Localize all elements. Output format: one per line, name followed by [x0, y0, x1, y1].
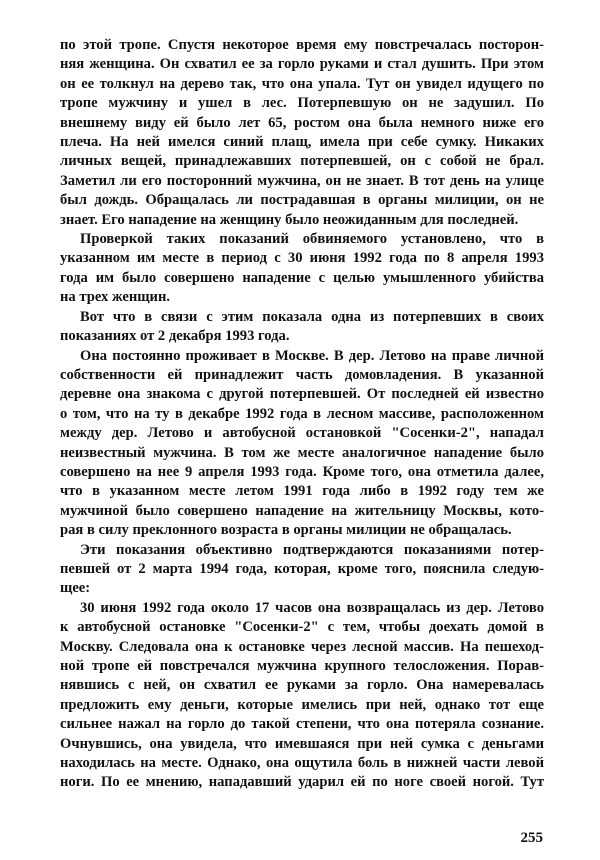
text-line: личных вещей, принадлежавших потерпевшей, он с собой не брал. [60, 153, 544, 170]
text-line: сильнее нажал на горло до такой степени, что она потеряла сознание. [60, 716, 544, 733]
text-line: тропе мужчину и ушел в лес. Потерпевшую он не задушил. По [60, 95, 544, 112]
text-line: совершено на нее 9 апреля 1993 года. Кроме того, она отметила далее, [60, 463, 544, 480]
paragraph [60, 541, 544, 599]
paragraph [60, 230, 544, 308]
text-line: плеча. На ней имелся синий плащ, имела при себе сумку. Никаких [60, 134, 544, 151]
text-line: деревне она знакома с другой потерпевшей. От последней ей известно [60, 386, 544, 403]
text-line: между дер. Летово и автобусной остановкой "Сосенки-2", нападал [60, 425, 544, 442]
text-line: щее: [60, 580, 91, 597]
text-line: на трех женщин. [60, 289, 171, 306]
text-line: он ее толкнул на дерево так, что она упала. Тут он увидел идущего по [60, 75, 544, 92]
page-number: 255 [520, 830, 543, 846]
paragraph [60, 36, 544, 230]
text-line: Заметил ли его посторонний мужчина, он не знает. В тот день на улице [60, 172, 544, 189]
text-line: Очнувшись, она увидела, что имевшаяся при ней сумка с деньгами [60, 735, 544, 752]
text-line: 30 июня 1992 года около 17 часов она возвращалась из дер. Летово [80, 599, 544, 616]
text-line: что в указанном месте летом 1991 года либо в 1992 году тем же [60, 483, 544, 500]
text-line: к автобусной остановке "Сосенки-2" с тем, чтобы доехать домой в [60, 619, 544, 636]
text-line: по этой тропе. Спустя некоторое время ему повстречалась посторон- [60, 37, 544, 53]
text-line: ноги. По ее мнению, нападавший ударил ей по ноге своей ногой. Тут [60, 774, 544, 791]
text-line: ной тропе ей повстречался мужчина крупного телосложения. Порав- [60, 658, 544, 674]
text-line: о том, что на ту в декабре 1992 года в лесном массиве, расположенном [60, 405, 544, 422]
text-line: Москву. Следовала она к остановке через лесной массив. На пешеход- [60, 638, 544, 655]
paragraph [60, 347, 544, 541]
text-line: указанном им месте в период с 30 июня 1992 года по 8 апреля 1993 [60, 250, 544, 267]
text-line: певшей от 2 марта 1994 года, которая, кроме того, пояснила следую- [60, 560, 544, 577]
text-line: года им было совершено нападение с целью умышленного убийства [60, 269, 544, 286]
text-line: предложить ему деньги, которые имелись при ней, однако тот еще [60, 696, 544, 713]
text-line: знает. Его нападение на женщину было неожиданным для последней. [60, 211, 519, 228]
text-line: Она постоянно проживает в Москве. В дер. Летово на праве личной [80, 347, 544, 364]
text-line: нявшись с ней, он схватил ее руками за горло. Она намеревалась [60, 677, 544, 694]
text-line: няя женщина. Он схватил ее за горло руками и стал душить. При этом [60, 56, 544, 73]
text-line: Проверкой таких показаний обвиняемого установлено, что в [80, 231, 544, 248]
text-line: внешнему виду ей было лет 65, ростом она была немного ниже его [60, 114, 544, 131]
text-line: собственности ей принадлежит часть домовладения. В указанной [60, 366, 544, 383]
text-line: рая в силу преклонного возраста в органы милиции не обращалась. [60, 522, 512, 539]
text-line: Вот что в связи с этим показала одна из потерпевших в своих [80, 308, 544, 325]
text-line: мужчиной было совершено нападение на жительницу Москвы, кото- [60, 502, 544, 519]
paragraph [60, 308, 544, 347]
paragraph [60, 599, 544, 793]
text-line: Эти показания объективно подтверждаются показаниями потер- [80, 541, 544, 558]
text-line: неизвестный мужчина. В том же месте аналогичное нападение было [60, 444, 544, 461]
text-line: находилась на месте. Однако, она ощутила боль в нижней части левой [60, 755, 544, 772]
page-body-text [60, 36, 544, 793]
text-line: был дождь. Обращалась ли пострадавшая в органы милиции, он не [60, 192, 544, 209]
text-line: показаниях от 2 декабря 1993 года. [60, 328, 290, 345]
